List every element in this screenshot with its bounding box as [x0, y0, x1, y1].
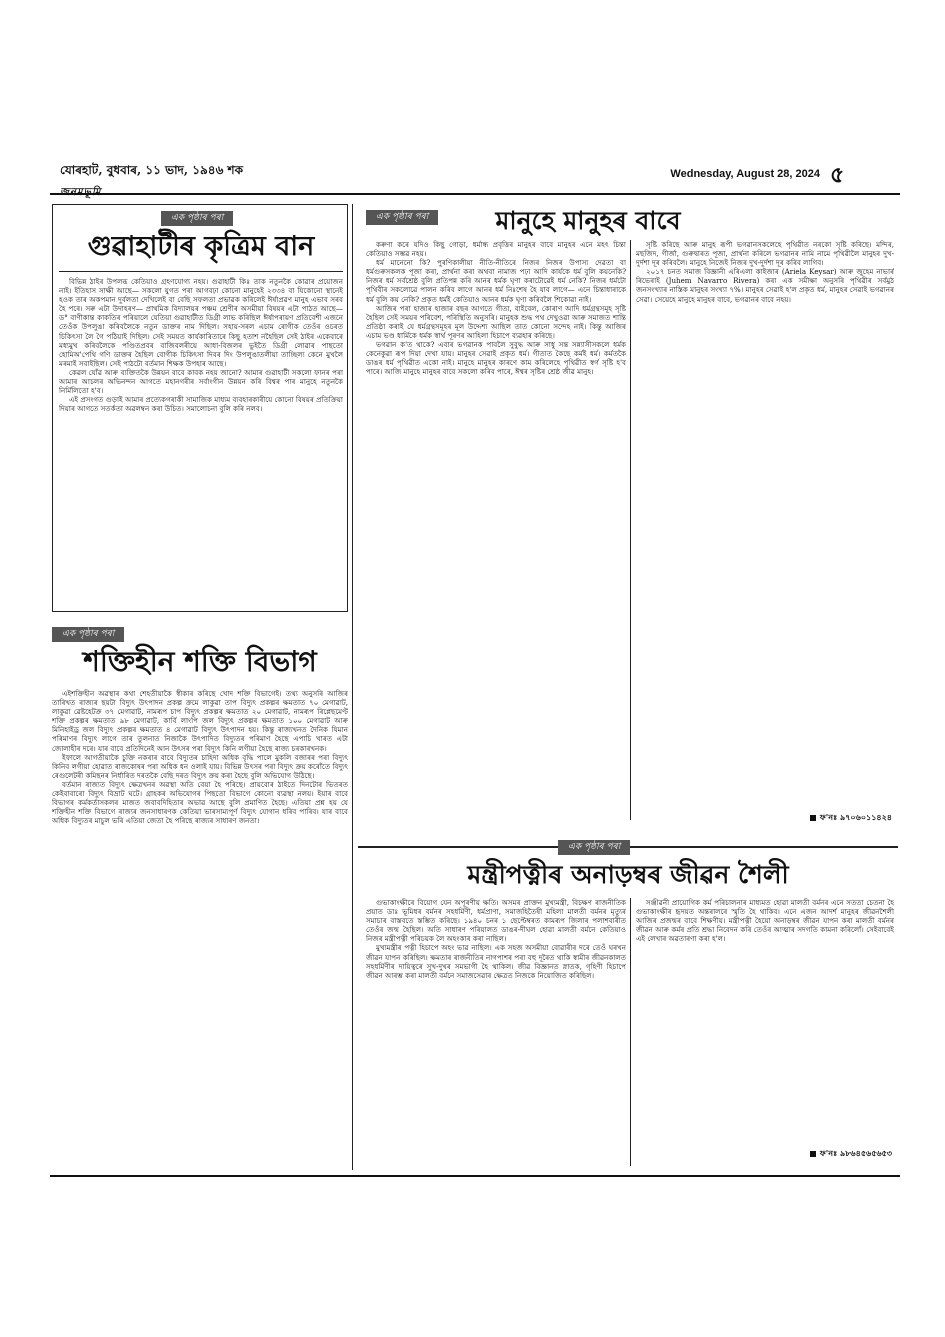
author-phone — [688, 1148, 892, 1161]
article-headline: মানুহে মানুহৰ বাবে — [495, 206, 681, 235]
bullet-icon — [810, 1151, 816, 1157]
continuation-tag: এক পৃষ্ঠাৰ পৰা — [558, 840, 630, 855]
paragraph: ২০১৭ চনত সমাজ বিজ্ঞানী এৰিএলা কাইজাৰ (Ariela Keysar) আৰু জুহেম নাভাৰ্ৰ ৰিভেৰাই (Juhem Navarro Rivera) কৰা এক সমীক্ষা অনুসৰি পৃথিৱীৰ সৰ্বমুঠ জনসংখ্যাৰ নাস্তিক মানুহৰ সংখ্যা ৭%। মানুহৰ সেৱাই হ'ল প্ৰকৃত ধৰ্ম, মানুহৰ সেৱাই ভগৱানৰ সেৱা। সেয়েহে মানুহে মানুহৰ বাবে, ভগৱানৰ বাবে নহয়। — [636, 267, 894, 304]
paragraph: কেৱল যোঁৱ আৰু ব্যক্তিতকৈ উন্নয়ন বাবে কাবক নহয় জানো? আমাৰ গুৱাহাটী সকলো ফানৰ পৰা আমাৰ আচলৰ অভিনন্দন আগতে মহানগৰীৰ সৰ্বাংগীন উন্নয়ন কৰি বিশ্বৰ পাৰ মানুহে নতুনকৈ নিৰ্মিলিতো হ'ব। — [59, 367, 343, 396]
headline-rule — [59, 271, 343, 272]
paragraph: বৰ্তমান ৰাজ্যত বিদ্যুৎ ক্ষেত্ৰখনৰ অৱস্থা অতি বেয়া হৈ পৰিছে। প্ৰায়বোৰ ঠাইতে দিনটোৰ ভিতৰত কেইবাবাৰো বিদ্যুৎ বিভ্ৰাট ঘটে। গ্ৰাহকৰ অভিযোগৰ পিছতো বিভাগে কোনো ব্যৱস্থা নলয়। ইয়াৰ বাবে বিভাগৰ কৰ্মকৰ্তাসকলৰ মাজত জবাবদিহিতাৰ অভাৱ আছে বুলি প্ৰমাণিত হৈছে। এতিয়া প্ৰশ্ন হয় যে শক্তিহীন শক্তি বিভাগে ৰাজ্যৰ জনসাধাৰণক কেতিয়া ভাৰসাম্যপূৰ্ণ বিদ্যুৎ যোগান ধৰিব পাৰিব। যাৰ বাবে অধিক বিদ্যুতৰ মাচুল ভৰি এতিয়া জেতা হৈ পৰিছে ৰাজ্যৰ সাধাৰণ জনতা। — [52, 779, 348, 826]
page-number: ৫ — [830, 162, 845, 188]
article-body-col1 — [366, 898, 626, 1166]
paragraph: এই প্ৰসংগত গুড়াই আমাৰ প্ৰত্যেকগৰাকী সামাজিক মাধ্যম ব্যবহাৰকাৰীয়ে কোনো বিষয়ৰ প্ৰতিক্ৰিয়া দিয়াৰ আগতে সতৰ্কতা অৱলম্বন কৰা উচিত। সমালোচনা বুলি কৰি নলব। — [59, 395, 343, 414]
article-shaktihin — [52, 625, 348, 1170]
paragraph: ভগৱান ক'ত থাকে? এবাৰ ভগৱানক পাবলৈ সুবুদ্ধ আৰু সাধু সন্ত সন্ন্যাসীসকলে ধৰ্মক কেনেকুৱা ৰূপ দিয়া দেখা যায়। মানুহৰ সেৱাই প্ৰকৃত ধৰ্ম। গীতাত কৈছে কৰ্মই ধৰ্ম। কৰ্মতকৈ ডাঙৰ ধৰ্ম পৃথিৱীত একো নাই। মানুহে মানুহৰ কাৰণে কাম কৰিলেহে পৃথিৱীত স্বৰ্গ সৃষ্টি হ'ব পাৰে। আজি মানুহে মানুহৰ বাবে সকলো কৰিব পাৰে, ঈশ্বৰ সৃষ্টিৰ শ্ৰেষ্ঠ জীৱ মানুহ। — [366, 340, 626, 377]
article-body-col2 — [636, 240, 894, 808]
paragraph: সঞ্জীৱনী প্ৰায়োগিক কৰ্ম পৰিচালনাৰ মাধ্যমত হোৱা মালতী বৰ্মনৰ এনে সততা চেতনা হৈ গুভাকাংক্ষীৰ হৃদয়ত অন্তৰালৰে স্মৃতি হৈ থাকিব। এনে এজন আদৰ্শ মানুহৰ জীৱনশৈলী আজিৰ প্ৰজন্মৰ বাবে শিক্ষণীয়। মন্ত্ৰীপত্নী হৈয়ো অনাড়ম্বৰ জীৱন যাপন কৰা মালতী বৰ্মনৰ জীৱন আৰু কৰ্মৰ প্ৰতি শ্ৰদ্ধা নিবেদন কৰি তেওঁৰ আত্মাৰ সদগতি কামনা কৰিলোঁ। সেইবাবেই এই লেখাৰ অৱতাৰণা কৰা হ'ল। — [636, 898, 894, 944]
column-rule — [630, 240, 631, 820]
continuation-tag: এক পৃষ্ঠাৰ পৰা — [366, 210, 438, 225]
paragraph: মুখ্যমন্ত্ৰীৰ পত্নী হিচাপে অহং ভাৱ নাছিল। এক সহজ অসমীয়া বোৱাৰীৰ দৰে তেওঁ ঘৰখন জীৱন যাপন কৰিছিল। ক্ষমতাৰ ৰাজনীতিৰ নাগপাশৰ পৰা বহু দূৰৈত থাকি স্বামীৰ জীৱনকালত সহধৰ্মিণীৰ দায়িত্বৰে সুখ-দুখৰ সমভাগী হৈ থাকিল। জীৱ বিজ্ঞানত স্নাতক, গৃহিণী হিচাপে জীৱন আৰম্ভ কৰা মালতী বৰ্মনে সমাজসেৱাৰ ক্ষেত্ৰত নিজকে নিয়োজিত কৰিছিল। — [366, 943, 626, 980]
bottom-rule — [50, 1175, 900, 1177]
phone-text: ফ'নঃ ৯৮৬৪৫৬৫৬৫৩ — [819, 1148, 892, 1158]
paragraph: কৰুণা কৰে যদিও কিছু গোড়া, ধৰ্মান্ধ প্ৰবৃত্তিৰ মানুহৰ বাবে মানুহৰ এনে মহৎ চিন্তা কেতিয়াও সম্ভৱ নহয়। — [366, 240, 626, 259]
paragraph: এইশক্তিহীন অৱস্থাৰ কথা শেহতীয়াকৈ স্বীকাৰ কৰিছে খোদ শক্তি বিভাগেই। তথ্য অনুসৰি আজিৰ তাৰিখত ৰাজ্যৰ ছয়টা বিদ্যুৎ উৎপাদন প্ৰকল্প ক্ৰমে লাকুৱা তাপ বিদ্যুৎ প্ৰকল্পৰ ক্ষমতাত ৭০ মেগাৱাট, লাকুৱা ৱেষ্টহেটক্ৰ ৩৭ মেগাৱাট, নামৰূপ চাপ বিদ্যুৎ প্ৰকল্পৰ ক্ষমতাত ২০ মেগাৱাট, নামৰূপ ৰিপ্লেছমেণ্ট শক্তি প্ৰকল্পৰ ক্ষমতাত ৯৮ মেগাৱাট, কাৰ্বি লাংপি জল বিদ্যুৎ প্ৰকল্পৰ ক্ষমতাত ১০০ মেগাৱাট আৰু মিনিহাইড্ৰ জল বিদ্যুৎ প্ৰকল্পৰ ক্ষমতাত ৪ মেগাৱাট বিদ্যুৎ উৎপাদন হয়। কিন্তু ৰাজ্যখনত দৈনিক যিমান পৰিমাণৰ বিদ্যুৎ লাগে তাৰ তুলনাত নিজাকৈ উৎপাদিত বিদ্যুতৰ পৰিমাণ হৈছে এপাচি খাৰত এটা জোলাহীৰ দৰে। যাৰ বাবে প্ৰতিদিনেই আন উৎসৰ পৰা বিদ্যুৎ কিনি লগীয়া হৈছে ৰাজ্য চৰকাৰখনক। — [52, 689, 348, 753]
top-rule — [50, 193, 900, 195]
location-date: যোৰহাট, বুধবাৰ, ১১ ভাদ, ১৯৪৬ শক — [60, 163, 244, 177]
article-headline: শক্তিহীন শক্তি বিভাগ — [83, 645, 317, 678]
article-body-col2 — [636, 898, 894, 1138]
article-headline: গুৱাহাটীৰ কৃত্ৰিম বান — [87, 231, 315, 262]
paragraph: ধৰ্ম মানেনো কি? পুৰণিকালীয়া নীতি-নীতিৰে নিজৰ নিজৰ উপাস্য দেৱতা বা ধৰ্মগুৰুসকলক পূজা কৰা, প্ৰাৰ্থনা কৰা অথবা নামাজ পঢ়া আদি কাৰ্যকে ধৰ্ম বুলি কয়নেকি? নিজৰ ধৰ্ম সৰ্বশ্ৰেষ্ঠ বুলি প্ৰতিপন্ন কৰি আনৰ ধৰ্মক ঘৃণা কৰাটোৱেই ধৰ্ম নেকি? নিজৰ ধৰ্মটো পৃথিবীৰ সকলোৱে পালন কৰিব লাগে আনৰ ধৰ্ম নিঃশেষ হৈ যাব লাগে— এনে চিন্তাধাৰাকে ধৰ্ম বুলি কয় নেকি? প্ৰকৃত ধৰ্মই কেতিয়াও আনৰ ধৰ্মক ঘৃণা কৰিবলৈ শিকোৱা নাই। — [366, 258, 626, 304]
paragraph: আজিৰ পৰা হাজাৰ হাজাৰ বছৰ আগতে গীতা, বাইবেল, কোৰাণ আদি ধৰ্মগ্ৰন্থসমূহ সৃষ্টি হৈছিল সেই সময়ৰ পৰিবেশ, পৰিস্থিতি অনুসৰি। মানুহক শুদ্ধ পথ দেখুওৱা আৰু সমাজত শান্তি প্ৰতিষ্ঠা কৰাই যে ধৰ্মগ্ৰন্থসমূহৰ মূল উদ্দেশ্য আছিল তাত কোনো সন্দেহ নাই। কিন্তু আজিৰ এচাম ভণ্ড ধাৰ্মিকে ধৰ্মক স্বাৰ্থ পূৰণৰ আহিলা হিচাপে ব্যৱহাৰ কৰিছে। — [366, 303, 626, 340]
phone-text: ফ'নঃ ৯৭০৬০১১৪২৪ — [819, 812, 892, 822]
column-rule — [630, 898, 631, 1166]
article-mantripatni — [358, 838, 898, 1170]
continuation-tag: এক পৃষ্ঠাৰ পৰা — [161, 211, 233, 226]
article-manuhe — [358, 204, 898, 834]
article-body — [59, 277, 343, 605]
article-body-col1 — [366, 240, 626, 820]
author-phone — [688, 812, 892, 825]
paragraph: বিভিন্ন ঠাইৰ উপলব্ধ কেতিয়াও গ্ৰহণযোগ্য নহয়। গুৱাহাটী কিঃ তাক নতুনকৈ কোৱাৰ প্ৰয়োজন নাই। ইতিহাস সাক্ষী আছে— সকলো যুগত পৰা আগবঢ়া কোনো মানুহেই ২৩৩৪ বা যিকোনো স্থানেই হওক তাৰ অকপমান দুৰ্বলতা দেখিলেই বা বেছি সফলতা প্ৰভাৱক কৰিলেই ঈৰ্ষাপ্ৰৱণ মানুহ এভাব সৰব হৈ পৰে। সৰু এটা উদাহৰণ— প্ৰাথমিক বিদ্যালয়ৰ পঞ্চম শ্ৰেণীৰ অসমীয়া বিষয়ৰ এটা পাঠত আছে— ড° বাণীকান্ত কাকতিৰ পৰিয়ালে যেতিয়া গুৱাহাটীত ডিগ্ৰী লাভ কৰিছিল ঈৰ্ষাপৰায়ণ প্ৰতিবেশী এজনে তেওঁক উপলুঙা কৰিবলৈকে নতুন ডাক্তৰ নাম দিছিল। সহায়-সৰল এচাম ৰোগীক তেওঁৰ ওচৰত চিকিৎসা লৈ গৈ পঠিয়াই দিছিল। সেই সময়ত কাৰ্যকাৰিতাৰে কিছু হতাশ নহৈছিল সেই ঠাইৰ একেবাৰে মধ্যমুখ কৰিবলৈকে পণ্ডিতপ্ৰবৰ বাজিবলৰীয়ে আধা-বিজলৰ ভুইতৈ ডিগ্ৰী লোৱাৰ পাছতো হোমিঅ'পেথি গণি ডাক্তৰ হৈছিল বোগীক চিকিৎসা দিবৰ দিং উপলুঙাতলীয়া তাচ্ছিল্য কেনে মুখলৈ মৰমাই সবাইছিল। সেই পাঠটো বৰ্তমান শিক্ষক উপহাৰ আছে। — [59, 277, 343, 368]
english-date: Wednesday, August 28, 2024 — [670, 168, 820, 180]
continuation-tag: এক পৃষ্ঠাৰ পৰা — [52, 627, 124, 642]
bullet-icon — [810, 815, 816, 821]
article-headline: মন্ত্ৰীপত্নীৰ অনাড়ম্বৰ জীৱন শৈলী — [467, 860, 789, 889]
paragraph: সৃষ্টি কৰিছে আৰু মানুহ ৰূপী ভগৱানসকলেহে পৃথিৱীত নৰকো সৃষ্টি কৰিছে। মন্দিৰ, মছজিদ, গীৰ্জা, গুৰুদ্বাৰত পূজা, প্ৰাৰ্থনা কৰিলে ভগৱানৰ নামি নামে পৃথিৱীলৈ মানুহৰ দুখ-দুৰ্দশা দূৰ কৰিবলৈ। মানুহে নিজেই নিজৰ দুখ-দুৰ্দশা দূৰ কৰিব লাগিব। — [636, 240, 894, 268]
paragraph: গুভাকাংক্ষীৰে বিয়োগ যেন অপূৰণীয় ক্ষতি। অসমৰ প্ৰাক্তন মুখ্যমন্ত্ৰী, বিচক্ষণ ৰাজনীতিক প্ৰয়াত ডাঃ ভূমিধৰ বৰ্মনৰ সহধৰ্মিণী, ধৰ্মপ্ৰাণা, সমাজহিতৈষী মহিলা মালতী বৰ্মনৰ মৃত্যুৰ সমাচাৰ বাস্তবতে স্তম্ভিত কৰিছে। ১৯৪০ চনৰ ১ ছেপ্টেম্বৰত কামৰূপ জিলাৰ পলাশবাৰীত তেওঁৰ জন্ম হৈছিল। অতি সাধাৰণ পৰিয়ালত ডাঙৰ-দীঘল হোৱা মালতী বৰ্মনে কেতিয়াও নিজৰ মন্ত্ৰীপত্নী পৰিচয়ক লৈ অহংকাৰ কৰা নাছিল। — [366, 898, 626, 944]
article-body — [52, 689, 348, 1167]
page-column-rule — [352, 204, 353, 1170]
article-guwahati — [52, 204, 348, 612]
paragraph: ইফালে আগতীয়াকৈ চুক্তি নকৰাৰ বাবে বিদ্যুতৰ চাহিদা অধিক বৃদ্ধি পালে মুকলি বজাৰৰ পৰা বিদ্যুৎ কিনিব লগীয়া হোৱাত ৰাজকোষৰ পৰা অধিক ধন ওলাই যায়। বিভিন্ন উৎসৰ পৰা বিদ্যুৎ ক্ৰয় কৰোঁতে বিদ্যুৎ ৰেগুলেটৰী কমিছনৰ নিৰ্ধাৰিত দৰতকৈ বেছি দৰত বিদ্যুৎ ক্ৰয় কৰা হৈছে বুলি অভিযোগ উঠিছে। — [52, 752, 348, 780]
